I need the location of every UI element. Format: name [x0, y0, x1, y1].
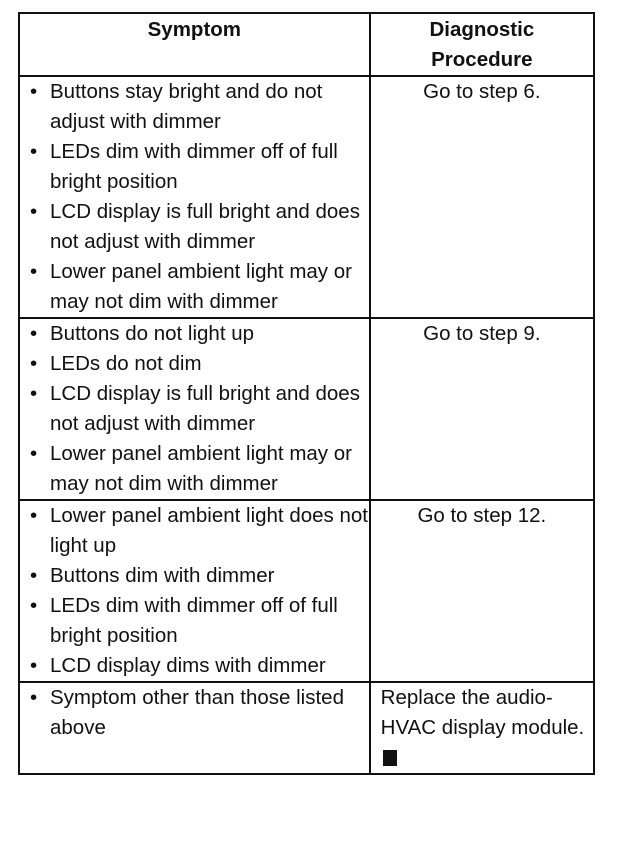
- procedure-text: Go to step 12.: [417, 504, 547, 527]
- bullet-icon: •: [30, 564, 38, 587]
- symptom-item: [20, 77, 369, 137]
- symptom-text: LCD display is full bright and does not adjust with dimmer: [50, 200, 360, 253]
- diagnostic-table: [18, 12, 595, 775]
- symptom-item: [20, 197, 369, 257]
- bullet-icon: •: [30, 260, 38, 283]
- symptom-item: [20, 379, 369, 439]
- symptom-item: [20, 137, 369, 197]
- procedure-cell: [370, 76, 594, 318]
- symptom-item: [20, 349, 369, 379]
- table-row: [19, 318, 594, 500]
- symptom-item: [20, 319, 369, 349]
- bullet-icon: •: [30, 594, 38, 617]
- symptom-text: LEDs dim with dimmer off of full bright position: [50, 594, 338, 647]
- symptom-list: [20, 319, 369, 499]
- symptom-text: Buttons stay bright and do not adjust with dimmer: [50, 80, 323, 133]
- table-row: [19, 500, 594, 682]
- bullet-icon: •: [30, 322, 38, 345]
- bullet-icon: •: [30, 382, 38, 405]
- symptom-item: [20, 651, 369, 681]
- symptom-cell: [19, 682, 370, 774]
- header-diagnostic-procedure: [370, 13, 594, 76]
- symptom-item: [20, 591, 369, 651]
- header-symptom: [19, 13, 370, 76]
- table-row: [19, 682, 594, 774]
- symptom-text: Lower panel ambient light does not light up: [50, 504, 368, 557]
- symptom-item: [20, 501, 369, 561]
- symptom-item: [20, 561, 369, 591]
- symptom-list: [20, 501, 369, 681]
- bullet-icon: •: [30, 686, 38, 709]
- symptom-item: [20, 439, 369, 499]
- procedure-text: Go to step 6.: [423, 80, 541, 103]
- procedure-text: Replace the audio-HVAC display module.: [380, 686, 585, 739]
- symptom-text: Lower panel ambient light may or may not dim with dimmer: [50, 260, 352, 313]
- symptom-item: [20, 683, 369, 743]
- procedure-cell: [370, 500, 594, 682]
- symptom-text: Symptom other than those listed above: [50, 686, 344, 739]
- procedure-cell: [370, 682, 594, 774]
- bullet-icon: •: [30, 504, 38, 527]
- bullet-icon: •: [30, 654, 38, 677]
- procedure-cell: [370, 318, 594, 500]
- bullet-icon: •: [30, 140, 38, 163]
- symptom-cell: [19, 76, 370, 318]
- symptom-text: Buttons dim with dimmer: [50, 564, 275, 587]
- symptom-text: Lower panel ambient light may or may not dim with dimmer: [50, 442, 352, 495]
- table-header-row: [19, 13, 594, 76]
- symptom-text: Buttons do not light up: [50, 322, 255, 345]
- header-symptom-label: Symptom: [147, 18, 242, 41]
- table-row: [19, 76, 594, 318]
- end-of-section-icon: [383, 750, 397, 766]
- symptom-list: [20, 77, 369, 317]
- bullet-icon: •: [30, 80, 38, 103]
- bullet-icon: •: [30, 442, 38, 465]
- symptom-item: [20, 257, 369, 317]
- bullet-icon: •: [30, 200, 38, 223]
- symptom-cell: [19, 500, 370, 682]
- header-procedure-line2: Procedure: [431, 48, 533, 71]
- symptom-text: LCD display is full bright and does not adjust with dimmer: [50, 382, 360, 435]
- symptom-text: LCD display dims with dimmer: [50, 654, 326, 677]
- symptom-text: LEDs do not dim: [50, 352, 202, 375]
- symptom-list: [20, 683, 369, 743]
- header-procedure-line1: Diagnostic: [429, 18, 535, 41]
- symptom-text: LEDs dim with dimmer off of full bright position: [50, 140, 338, 193]
- symptom-cell: [19, 318, 370, 500]
- procedure-text: Go to step 9.: [423, 322, 541, 345]
- bullet-icon: •: [30, 352, 38, 375]
